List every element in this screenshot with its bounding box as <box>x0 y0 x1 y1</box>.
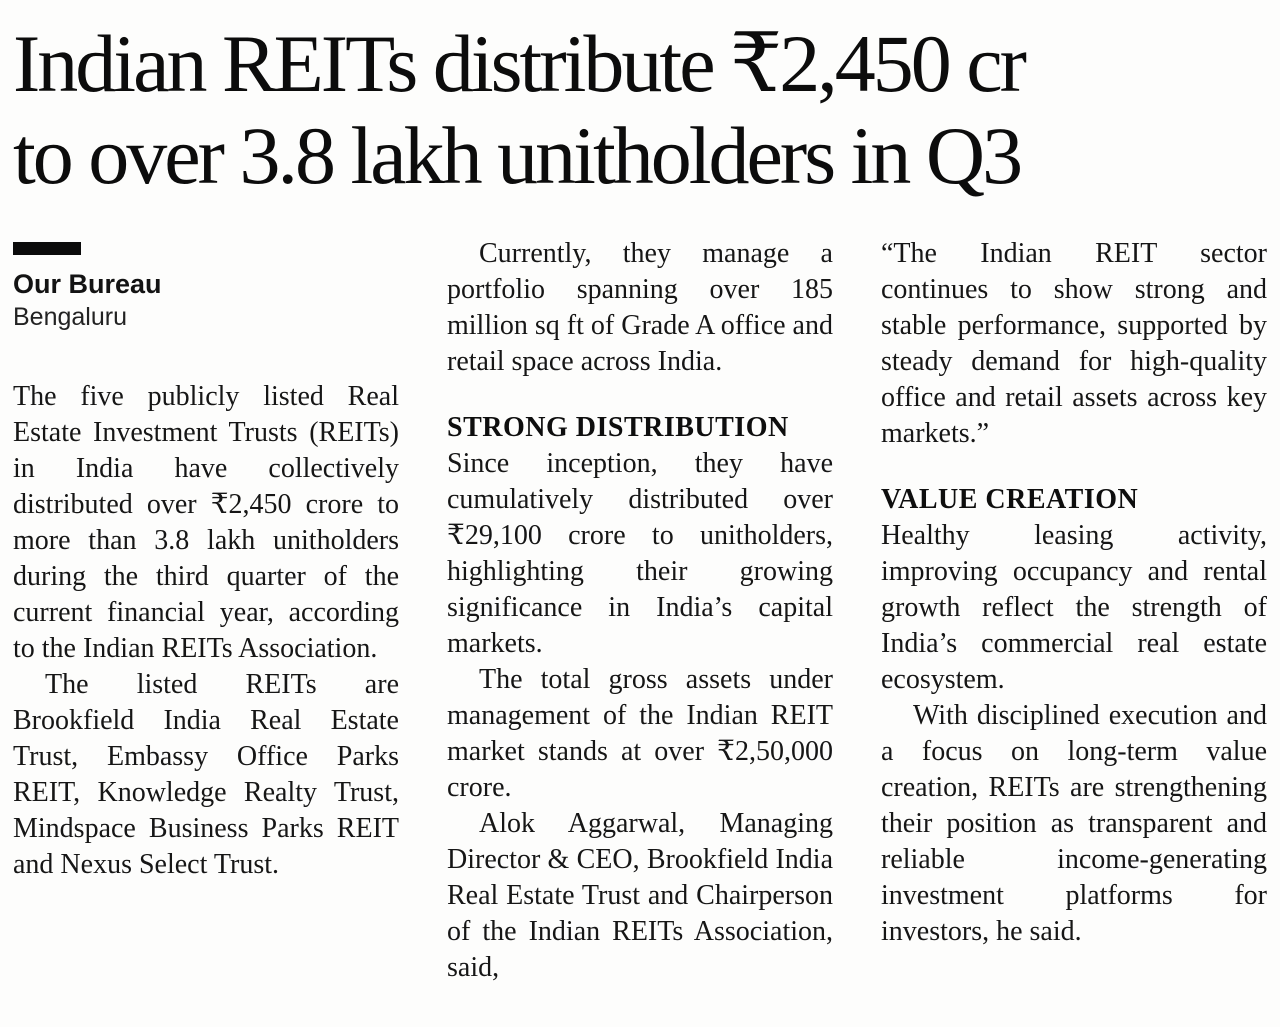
article-headline <box>13 18 1265 202</box>
column-3 <box>881 224 1267 986</box>
column-1 <box>13 224 399 986</box>
paragraph-leasing-activity: Healthy leasing activity, improving occupancy and rental growth reflect the strength of India’s commercial real estate ecosystem. <box>881 520 1267 695</box>
paragraph-since-inception: Since inception, they have cumulatively distributed over ₹29,100 crore to unitholders, highlighting their growing significance in India’s capital markets. <box>447 448 833 659</box>
column-2 <box>447 224 833 986</box>
headline-line-1: Indian REITs distribute ₹2,450 cr <box>13 18 1024 109</box>
paragraph-alok-aggarwal: Alok Aggarwal, Managing Director & CEO, Brookfield India Real Estate Trust and Chairperson of the Indian REITs Association, said, <box>447 808 833 983</box>
paragraph-listed-reits: The listed REITs are Brookfield India Real Estate Trust, Embassy Office Parks REIT, Knowledge Realty Trust, Mindspace Business Parks REIT and Nexus Select Trust. <box>13 669 399 880</box>
byline-block <box>13 242 399 333</box>
byline-location: Bengaluru <box>13 303 127 331</box>
paragraph-quote: “The Indian REIT sector continues to show strong and stable performance, supported by steady demand for high-quality office and retail assets across key markets.” <box>881 238 1267 449</box>
paragraph-disciplined-execution: With disciplined execution and a focus on long-term value creation, REITs are strengthening their position as transparent and reliable income-generating investment platforms for investors, he said. <box>881 700 1267 947</box>
headline-line-2: to over 3.8 lakh unitholders in Q3 <box>13 110 1021 201</box>
subhead-strong-distribution: STRONG DISTRIBUTION <box>447 412 789 443</box>
paragraph-portfolio: Currently, they manage a portfolio spanning over 185 million sq ft of Grade A office and retail space across India. <box>447 238 833 377</box>
paragraph-gross-assets: The total gross assets under management of the Indian REIT market stands at over ₹2,50,000 crore. <box>447 664 833 803</box>
subhead-value-creation: VALUE CREATION <box>881 484 1139 515</box>
byline-rule-bar <box>13 242 81 255</box>
paragraph-lead: The five publicly listed Real Estate Investment Trusts (REITs) in India have collectively distributed over ₹2,450 crore to more than 3.8 lakh unitholders during the third quarter of the current financial year, according to the Indian REITs Association. <box>13 381 399 664</box>
byline-author: Our Bureau <box>13 269 162 299</box>
article-body <box>13 224 1265 986</box>
